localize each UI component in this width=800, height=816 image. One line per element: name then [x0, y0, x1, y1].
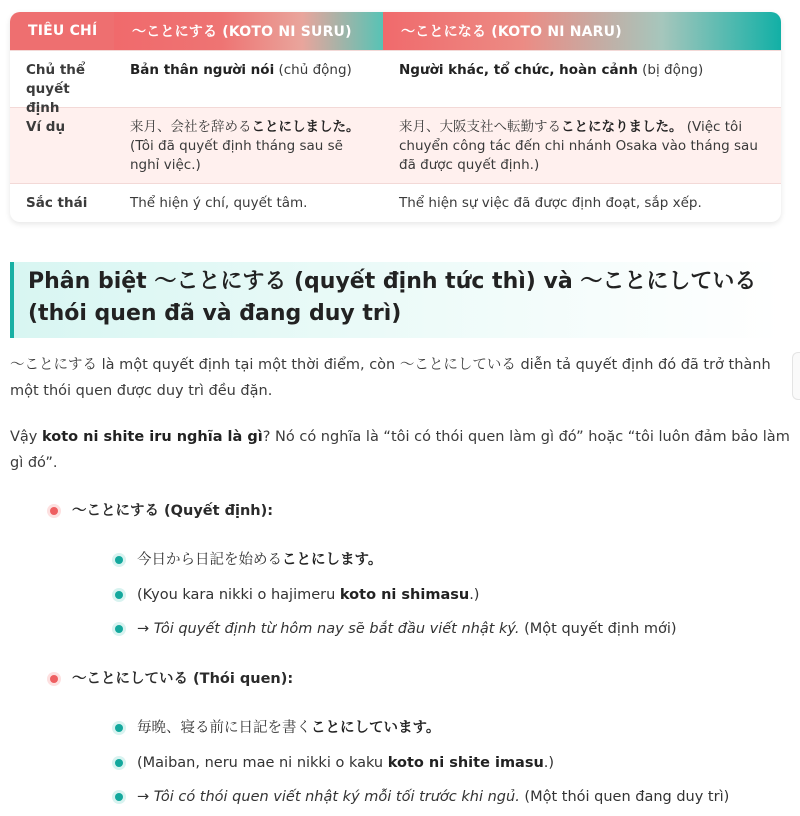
- bullet-dot-icon: [50, 675, 58, 683]
- cell-naru: Người khác, tổ chức, hoàn cảnh (bị động): [399, 62, 704, 78]
- row-criterion: Ví dụ: [26, 119, 66, 135]
- example-japanese: 毎晩、寝る前に日記を書くことにしています。: [137, 720, 441, 736]
- list-item: [115, 717, 440, 739]
- group-title: ～ことにする (Quyết định):: [72, 503, 274, 519]
- list-item: [115, 786, 729, 808]
- cell-suru: Bản thân người nói (chủ động): [130, 62, 352, 78]
- example-romaji: (Kyou kara nikki o hajimeru koto ni shimasu.): [137, 587, 480, 603]
- row-criterion: Chủ thể quyết định: [26, 62, 86, 116]
- example-translation: → Tôi quyết định từ hôm nay sẽ bắt đầu viết nhật ký. (Một quyết định mới): [137, 621, 677, 637]
- table-row: [10, 107, 781, 183]
- section-heading-box: [10, 262, 780, 338]
- list-item: [115, 549, 382, 571]
- header-koto-ni-suru: ～ことにする (KOTO NI SURU): [114, 12, 383, 50]
- bullet-dot-icon: [50, 507, 58, 515]
- header-criteria: TIÊU CHÍ: [10, 12, 114, 50]
- bullet-dot-icon: [115, 591, 123, 599]
- group-title: ～ことにしている (Thói quen):: [72, 671, 294, 687]
- list-item: [115, 752, 554, 774]
- list-item: [50, 500, 273, 522]
- table-row: [10, 183, 781, 221]
- paragraph-intro: ～ことにする là một quyết định tại một thời điểm, còn ～ことにしている diễn tả quyết định đó đã trở thành một thói quen được duy trì đều đặn.: [10, 357, 771, 399]
- table-row: [10, 50, 781, 116]
- paragraph-meaning: Vậy koto ni shite iru nghĩa là gì? Nó có nghĩa là “tôi có thói quen làm gì đó” hoặc “tôi luôn đảm bảo làm gì đó”.: [10, 429, 790, 471]
- list-item: [50, 668, 293, 690]
- bullet-dot-icon: [115, 724, 123, 732]
- list-item: [115, 584, 479, 606]
- example-japanese: 今日から日記を始めることにします。: [137, 552, 383, 568]
- comparison-table: [10, 12, 781, 222]
- list-item: [115, 618, 677, 640]
- table-header-row: [10, 12, 781, 50]
- row-criterion: Sắc thái: [26, 195, 88, 211]
- bullet-dot-icon: [115, 759, 123, 767]
- bullet-dot-icon: [115, 625, 123, 633]
- example-romaji: (Maiban, neru mae ni nikki o kaku koto ni shite imasu.): [137, 755, 555, 771]
- cell-naru: 来月、大阪支社へ転勤することになりました。 (Việc tôi chuyển công tác đến chi nhánh Osaka vào tháng sau đã được quyết định.): [399, 119, 758, 173]
- cell-suru: Thể hiện ý chí, quyết tâm.: [130, 195, 308, 211]
- side-scroll-tab[interactable]: [792, 352, 800, 400]
- header-koto-ni-naru: ～ことになる (KOTO NI NARU): [383, 12, 781, 50]
- cell-naru: Thể hiện sự việc đã được định đoạt, sắp xếp.: [399, 195, 702, 211]
- bullet-dot-icon: [115, 556, 123, 564]
- example-translation: → Tôi có thói quen viết nhật ký mỗi tối trước khi ngủ. (Một thói quen đang duy trì): [137, 789, 730, 805]
- cell-suru: 来月、会社を辞めることにしました。 (Tôi đã quyết định tháng sau sẽ nghỉ việc.): [130, 119, 360, 173]
- section-heading: Phân biệt ～ことにする (quyết định tức thì) và ～ことにしている (thói quen đã và đang duy trì): [28, 269, 757, 326]
- bullet-dot-icon: [115, 793, 123, 801]
